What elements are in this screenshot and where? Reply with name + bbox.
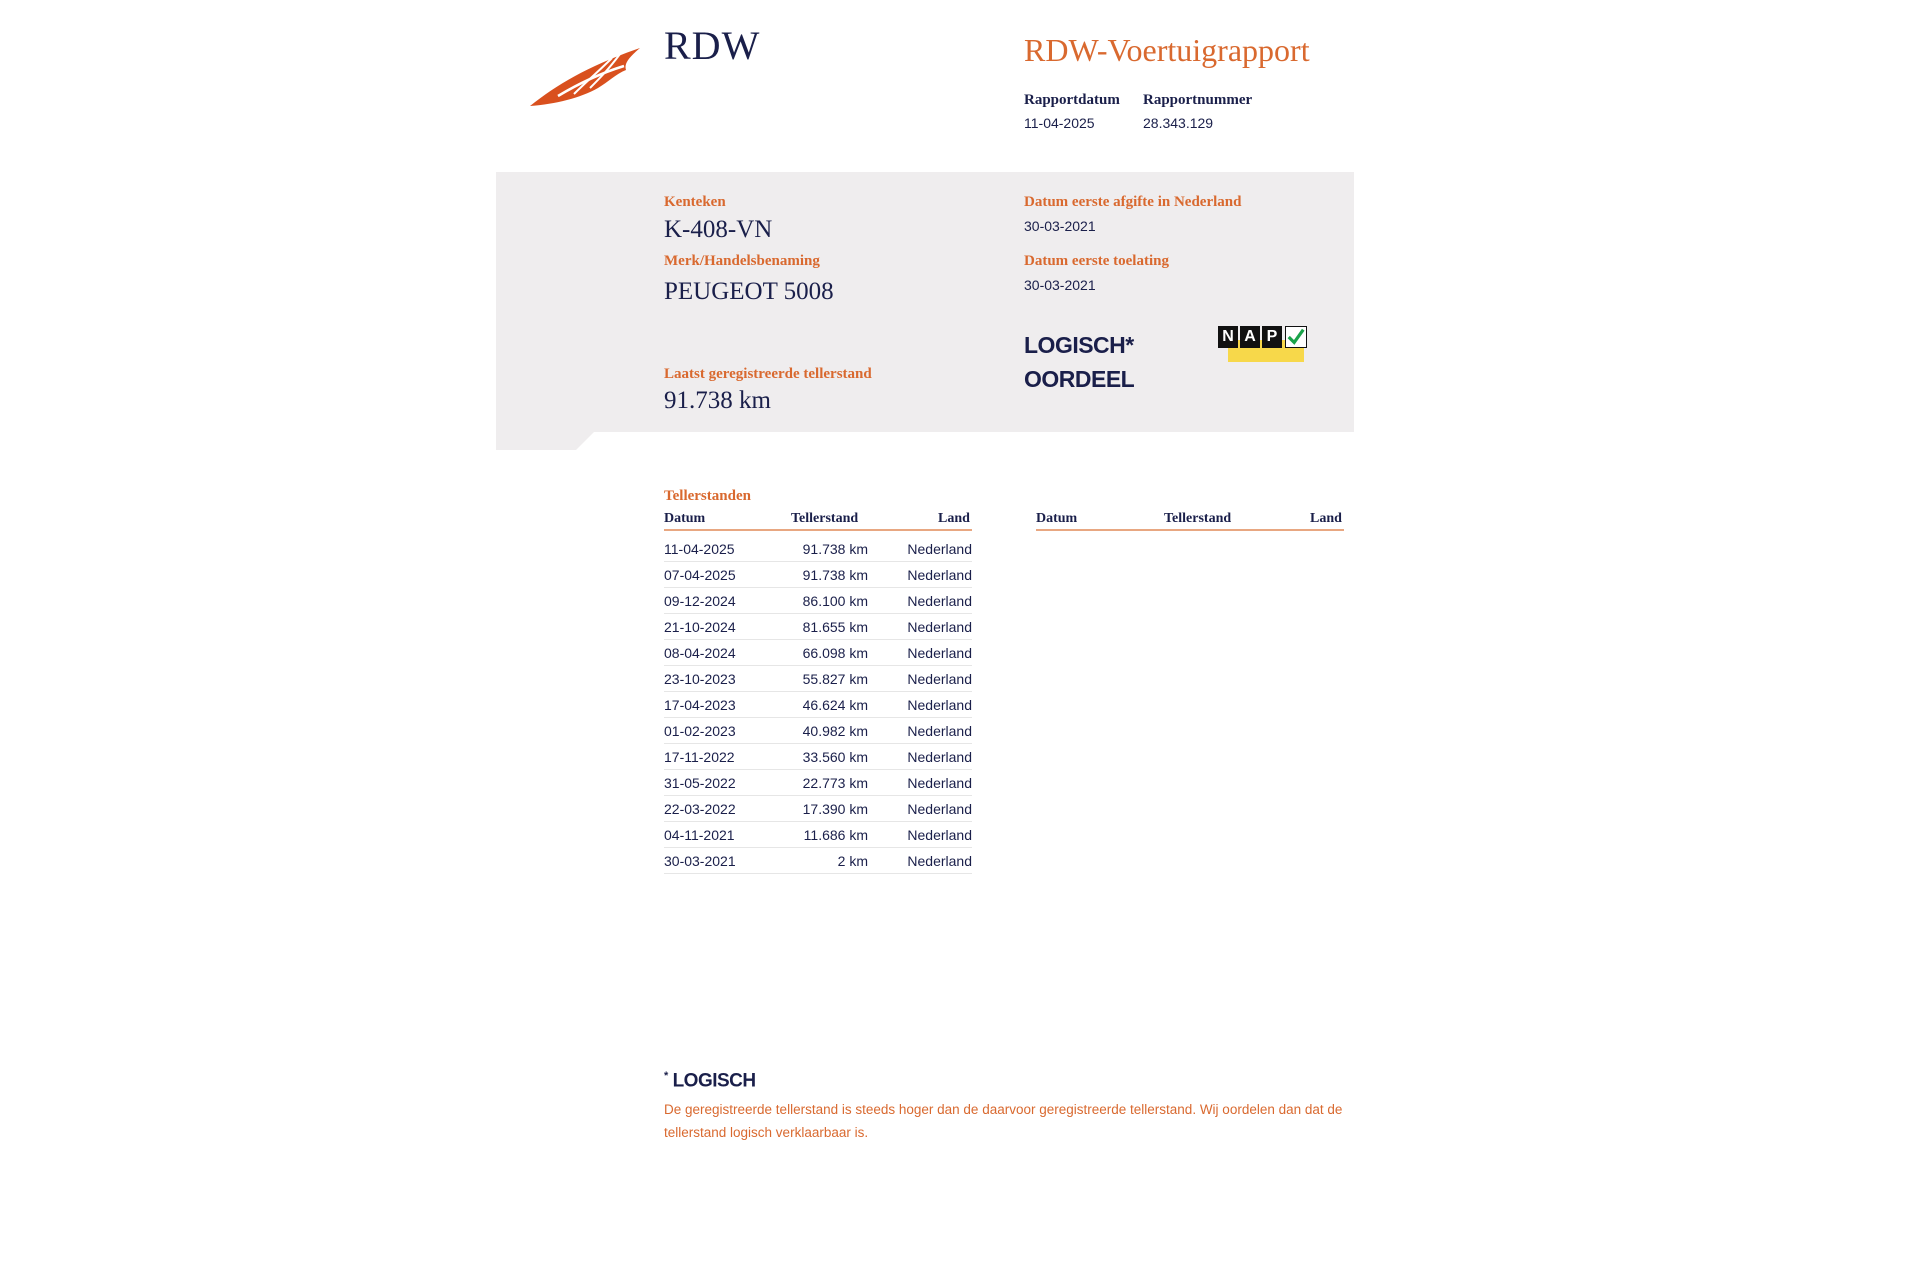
table-row bbox=[664, 639, 972, 666]
kenteken-value: K-408-VN bbox=[664, 216, 773, 243]
row-tellerstand: 22.773 km bbox=[802, 775, 868, 791]
merk-label: Merk/Handelsbenaming bbox=[664, 253, 820, 269]
row-land: Nederland bbox=[907, 593, 972, 609]
nap-badge bbox=[1218, 326, 1306, 362]
row-datum: 08-04-2024 bbox=[664, 645, 736, 661]
nap-letter-a: A bbox=[1240, 326, 1260, 348]
row-datum: 07-04-2025 bbox=[664, 567, 736, 583]
verdict-line-2: OORDEEL bbox=[1024, 366, 1135, 392]
row-tellerstand: 33.560 km bbox=[802, 749, 868, 765]
row-land: Nederland bbox=[907, 697, 972, 713]
brand-name: RDW bbox=[664, 23, 761, 68]
row-datum: 09-12-2024 bbox=[664, 593, 736, 609]
row-datum: 17-04-2023 bbox=[664, 697, 736, 713]
row-land: Nederland bbox=[907, 827, 972, 843]
merk-value: PEUGEOT 5008 bbox=[664, 278, 834, 305]
row-tellerstand: 17.390 km bbox=[802, 801, 868, 817]
row-land: Nederland bbox=[907, 775, 972, 791]
col-header-datum-2: Datum bbox=[1036, 511, 1078, 526]
tellerstand-value: 91.738 km bbox=[664, 387, 771, 414]
table-row bbox=[664, 613, 972, 640]
table-row bbox=[664, 535, 972, 562]
tellerstanden-title: Tellerstanden bbox=[664, 488, 751, 504]
verdict-line-1: LOGISCH* bbox=[1024, 332, 1134, 358]
table-row bbox=[664, 691, 972, 718]
rapportnummer-label: Rapportnummer bbox=[1143, 92, 1253, 108]
checkmark-icon bbox=[1285, 326, 1307, 348]
row-tellerstand: 46.624 km bbox=[802, 697, 868, 713]
row-land: Nederland bbox=[907, 619, 972, 635]
row-datum: 23-10-2023 bbox=[664, 671, 736, 687]
panel-tab-decoration bbox=[496, 430, 596, 450]
table-row bbox=[664, 821, 972, 848]
row-tellerstand: 11.686 km bbox=[803, 827, 868, 843]
table-row bbox=[664, 769, 972, 796]
table-header-divider-2 bbox=[1036, 529, 1344, 531]
afgifte-label: Datum eerste afgifte in Nederland bbox=[1024, 194, 1242, 210]
col-header-land-2: Land bbox=[1310, 511, 1342, 526]
tellerstand-label: Laatst geregistreerde tellerstand bbox=[664, 366, 872, 382]
rapportdatum-label: Rapportdatum bbox=[1024, 92, 1120, 108]
row-tellerstand: 91.738 km bbox=[802, 567, 868, 583]
row-land: Nederland bbox=[907, 645, 972, 661]
row-land: Nederland bbox=[907, 853, 972, 869]
row-land: Nederland bbox=[907, 567, 972, 583]
row-tellerstand: 86.100 km bbox=[802, 593, 868, 609]
table-header-divider bbox=[664, 529, 972, 531]
row-land: Nederland bbox=[907, 749, 972, 765]
table-row bbox=[664, 665, 972, 692]
row-land: Nederland bbox=[907, 671, 972, 687]
row-datum: 11-04-2025 bbox=[664, 541, 735, 557]
rapportdatum-value: 11-04-2025 bbox=[1024, 115, 1095, 131]
row-tellerstand: 66.098 km bbox=[802, 645, 868, 661]
row-land: Nederland bbox=[907, 801, 972, 817]
row-tellerstand: 40.982 km bbox=[802, 723, 868, 739]
row-datum: 31-05-2022 bbox=[664, 775, 736, 791]
row-datum: 01-02-2023 bbox=[664, 723, 736, 739]
nap-letter-n: N bbox=[1218, 326, 1238, 348]
row-datum: 17-11-2022 bbox=[664, 749, 735, 765]
row-land: Nederland bbox=[907, 541, 972, 557]
row-datum: 30-03-2021 bbox=[664, 853, 736, 869]
footnote-title bbox=[664, 1070, 756, 1092]
footnote-text: De geregistreerde tellerstand is steeds hoger dan de daarvoor geregistreerde tellerstand. Wij oordelen dan dat de tellerstand logisch verklaarbaar is. bbox=[664, 1102, 1343, 1140]
col-header-tellerstand-2: Tellerstand bbox=[1164, 511, 1232, 526]
toelating-value: 30-03-2021 bbox=[1024, 277, 1096, 293]
afgifte-value: 30-03-2021 bbox=[1024, 218, 1096, 234]
verdict bbox=[1024, 328, 1134, 396]
row-datum: 22-03-2022 bbox=[664, 801, 736, 817]
table-row bbox=[664, 561, 972, 588]
rdw-logo-icon bbox=[528, 44, 644, 110]
table-row bbox=[664, 717, 972, 744]
toelating-label: Datum eerste toelating bbox=[1024, 253, 1169, 269]
col-header-tellerstand: Tellerstand bbox=[791, 511, 859, 526]
row-tellerstand: 2 km bbox=[837, 853, 868, 869]
table-row bbox=[664, 587, 972, 614]
row-tellerstand: 81.655 km bbox=[802, 619, 868, 635]
table-row bbox=[664, 743, 972, 770]
row-tellerstand: 91.738 km bbox=[802, 541, 868, 557]
row-datum: 21-10-2024 bbox=[664, 619, 736, 635]
col-header-datum: Datum bbox=[664, 511, 706, 526]
col-header-land: Land bbox=[938, 511, 970, 526]
row-land: Nederland bbox=[907, 723, 972, 739]
row-tellerstand: 55.827 km bbox=[802, 671, 868, 687]
table-row bbox=[664, 847, 972, 874]
report-title: RDW-Voertuigrapport bbox=[1024, 32, 1310, 68]
row-datum: 04-11-2021 bbox=[664, 827, 735, 843]
footnote-title-text: LOGISCH bbox=[672, 1070, 756, 1092]
rapportnummer-value: 28.343.129 bbox=[1143, 115, 1214, 131]
table-row bbox=[664, 795, 972, 822]
vehicle-info-panel bbox=[496, 172, 1354, 432]
footnote-marker: * bbox=[664, 1070, 668, 1082]
kenteken-label: Kenteken bbox=[664, 194, 726, 210]
nap-letter-p: P bbox=[1262, 326, 1282, 348]
